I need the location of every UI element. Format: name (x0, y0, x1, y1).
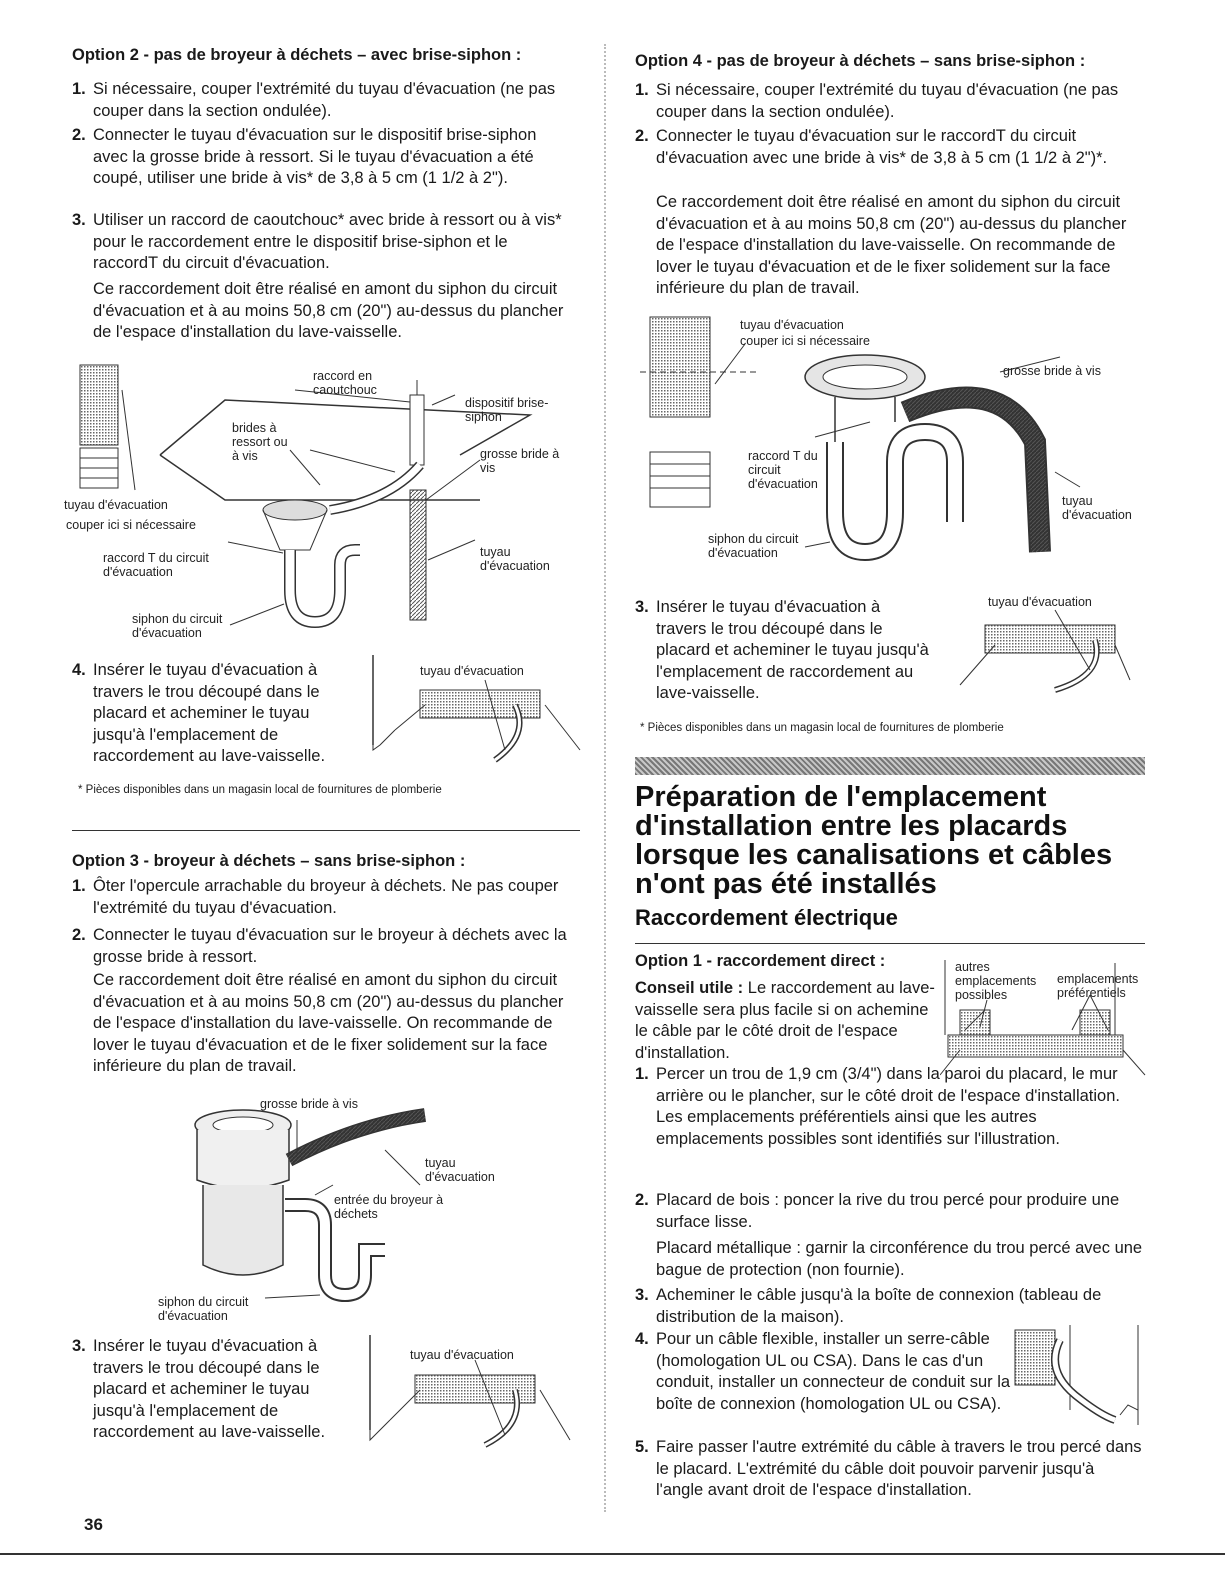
section-step-1: 1. Percer un trou de 1,9 cm (3/4") dans la paroi du placard, le mur arrière ou le plancher, sur le côté droit de l'espace d'installation. Les emplacements préférentiels ainsi que les autres emplacements possibles sont identifiés sur l'illustration. (635, 1065, 1120, 1148)
section-banner (635, 757, 1145, 775)
option3-note: Ce raccordement doit être réalisé en amont du siphon du circuit d'évacuation et à au moins 50,8 cm (20") au-dessus du plancher de l'espace d'installation du lave-vaisselle. On recommande de lover le tuyau d'évacuation et de le fixer solidement sur la face inférieure du plan de travail. (93, 971, 564, 1075)
label-opt3-entree: entrée du broyeur à déchets (334, 1193, 444, 1221)
label-grosse-bride: grosse bride à vis (480, 447, 560, 475)
label-brides: brides à ressort ou à vis (232, 421, 288, 463)
label-raccord-caoutchouc: raccord en caoutchouc (313, 369, 377, 397)
label-dispositif: dispositif brise-siphon (465, 396, 549, 424)
section-step-2: 2. Placard de bois : poncer la rive du trou percé pour produire une surface lisse. (635, 1191, 1120, 1231)
label-opt3-tuyau: tuyau d'évacuation (425, 1156, 495, 1184)
option3-step-1: 1. Ôter l'opercule arrachable du broyeur à déchets. Ne pas couper l'extrémité du tuyau d'évacuation. (72, 877, 559, 917)
label-opt4-siphon: siphon du circuit d'évacuation (708, 532, 799, 560)
label-opt4-grosse-bride: grosse bride à vis (1003, 364, 1101, 378)
section-step-4: 4. Pour un câble flexible, installer un serre-câble (homologation UL ou CSA). Dans le cas d'un conduit, installer un connecteur de conduit sur la boîte de connexion (homologation UL ou CSA). (635, 1330, 1011, 1413)
option4-step-1: 1. Si nécessaire, couper l'extrémité du tuyau d'évacuation (ne pas couper dans la section ondulée). (635, 81, 1119, 121)
section-title: Préparation de l'emplacement d'installation entre les placards lorsque les canalisations et câbles n'ont pas été installés (635, 781, 1113, 900)
footnote-left: * Pièces disponibles dans un magasin local de fournitures de plomberie (78, 784, 442, 796)
label-siphon: siphon du circuit d'évacuation (132, 612, 223, 640)
option4-step-2: 2. Connecter le tuyau d'évacuation sur le raccordT du circuit d'évacuation avec une bride à vis* de 3,8 à 5 cm (1 1/2 à 2")*. (635, 127, 1108, 167)
option2-step-3: 3. Utiliser un raccord de caoutchouc* avec bride à ressort ou à vis* pour le raccordement entre le dispositif brise-siphon et le raccordT du circuit d'évacuation. (72, 211, 562, 272)
conseil-label: Conseil utile : (635, 979, 744, 997)
label-tuyau-evac: tuyau d'évacuation (480, 545, 550, 573)
section-step-2-note: Placard métallique : garnir la circonférence du trou percé avec une bague de protection (non fournie). (656, 1239, 1143, 1279)
option2-note: Ce raccordement doit être réalisé en amont du siphon du circuit d'évacuation et à au moins 50,8 cm (20") au-dessus du plancher de l'espace d'installation du lave-vaisselle. (93, 280, 564, 341)
option3-step-2: 2. Connecter le tuyau d'évacuation sur le broyeur à déchets avec la grosse bride à ressort. (72, 926, 567, 966)
option2-step-1: 1. Si nécessaire, couper l'extrémité du tuyau d'évacuation (ne pas couper dans la section ondulée). (72, 80, 556, 120)
section-step4-diagram (1000, 1320, 1145, 1430)
option2-step-2: 2. Connecter le tuyau d'évacuation sur le dispositif brise-siphon avec la grosse bride à ressort. Si le tuyau d'évacuation a été coupé, utiliser une bride à vis* de 3,8 à 5 cm (1 1/2 à 2"). (72, 126, 537, 187)
option3-title: Option 3 - broyeur à déchets – sans brise-siphon : (72, 852, 466, 870)
label-preferentiels: emplacements préférentiels (1057, 972, 1139, 1000)
label-tuyau-couper-1: tuyau d'évacuation (64, 498, 168, 512)
label-step4-tuyau: tuyau d'évacuation (420, 664, 524, 678)
option2-step-4: 4. Insérer le tuyau d'évacuation à travers le trou découpé dans le placard et acheminer le tuyau jusqu'à l'emplacement de raccordement au lave-vaisselle. (72, 661, 326, 765)
footnote-right: * Pièces disponibles dans un magasin local de fournitures de plomberie (640, 722, 1004, 734)
conseil-utile (635, 978, 940, 1064)
label-opt4-raccord-t: raccord T du circuit d'évacuation (748, 449, 818, 491)
label-opt4-tuyau: tuyau d'évacuation (1062, 494, 1132, 522)
label-opt4-tuyau-couper-2: couper ici si nécessaire (740, 334, 870, 348)
option4-note: Ce raccordement doit être réalisé en amont du siphon du circuit d'évacuation et à au moins 50,8 cm (20") au-dessus du plancher de l'espace d'installation du lave-vaisselle. On recommande de lover le tuyau d'évacuation et de le fixer solidement sur la face inférieure du plan de travail. (656, 193, 1127, 297)
label-autres: autres emplacements possibles (955, 960, 1037, 1002)
page-number: 36 (84, 1515, 103, 1534)
section-subtitle: Raccordement électrique (635, 905, 898, 930)
label-opt4-step3-tuyau: tuyau d'évacuation (988, 595, 1092, 609)
conseil-text: Le raccordement au lave-vaisselle sera plus facile si on achemine le câble par le côté droit de l'espace d'installation. (635, 979, 935, 1062)
section-step-3: 3. Acheminer le câble jusqu'à la boîte de connexion (tableau de distribution de la maison). (635, 1286, 1102, 1326)
label-opt3-step3-tuyau: tuyau d'évacuation (410, 1348, 514, 1362)
option4-title: Option 4 - pas de broyeur à déchets – sans brise-siphon : (635, 52, 1086, 70)
option4-step-3: 3. Insérer le tuyau d'évacuation à travers le trou découpé dans le placard et acheminer le tuyau jusqu'à l'emplacement de raccordement au lave-vaisselle. (635, 598, 929, 702)
label-opt3-siphon: siphon du circuit d'évacuation (158, 1295, 249, 1323)
option3-step-3: 3. Insérer le tuyau d'évacuation à travers le trou découpé dans le placard et acheminer le tuyau jusqu'à l'emplacement de raccordement au lave-vaisselle. (72, 1337, 326, 1441)
section-divider (72, 830, 580, 831)
option2-title: Option 2 - pas de broyeur à déchets – avec brise-siphon : (72, 46, 522, 64)
section-step-5: 5. Faire passer l'autre extrémité du câble à travers le trou percé dans le placard. L'extrémité du câble doit pouvoir parvenir jusqu'à l'angle avant droit de l'espace d'installation. (635, 1438, 1142, 1499)
label-tuyau-couper-2: couper ici si nécessaire (66, 518, 196, 532)
label-opt3-grosse-bride: grosse bride à vis (260, 1097, 358, 1111)
column-divider (604, 44, 606, 1512)
bottom-rule (0, 1553, 1225, 1555)
label-raccord-t: raccord T du circuit d'évacuation (103, 551, 209, 579)
subtitle-rule (635, 943, 1145, 944)
label-opt4-tuyau-couper-1: tuyau d'évacuation (740, 318, 844, 332)
option1-title: Option 1 - raccordement direct : (635, 952, 886, 970)
